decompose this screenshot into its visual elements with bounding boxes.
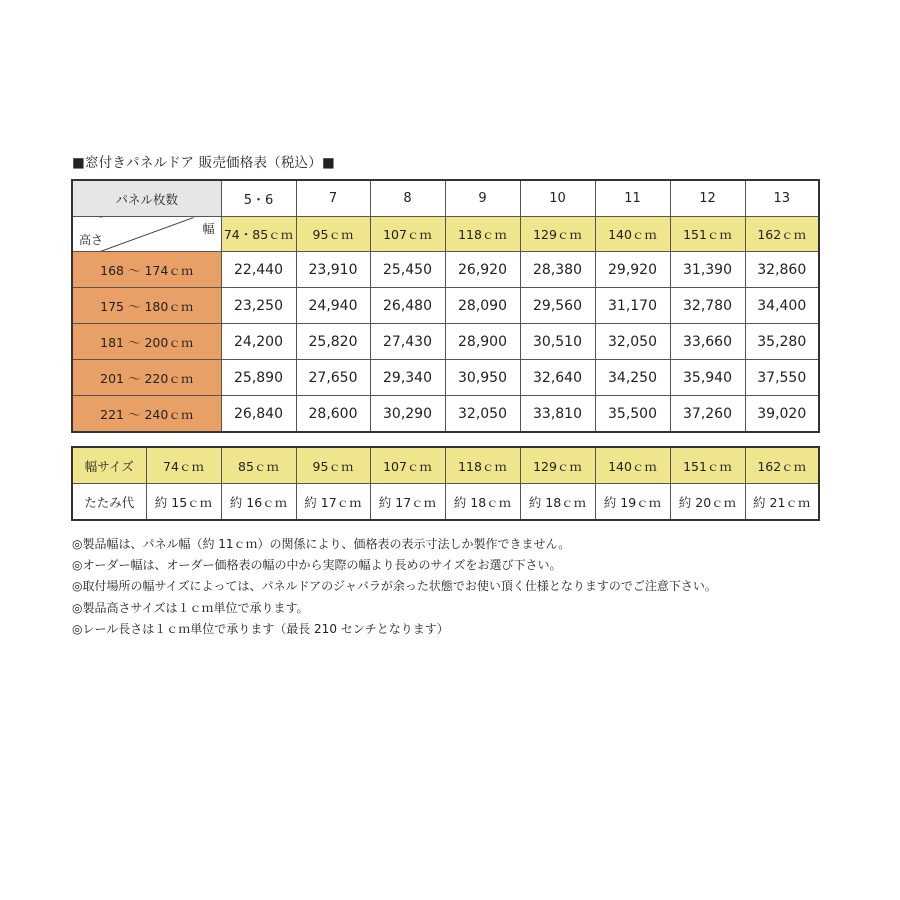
note-line: ◎レール長さは１ｃｍ単位で承ります（最長 210 センチとなります） [72, 621, 449, 636]
price-row [72, 252, 819, 288]
panel-count-cell: 9 [445, 180, 520, 217]
width-size-cell: 129ｃｍ [520, 447, 595, 484]
price-cell: 32,860 [745, 252, 819, 288]
panel-count-cell: 7 [296, 180, 370, 217]
price-cell: 34,400 [745, 288, 819, 324]
width-size-cell: 95ｃｍ [296, 447, 370, 484]
price-cell: 32,050 [445, 396, 520, 433]
fold-allowance-label: たたみ代 [72, 484, 146, 521]
width-cell: 151ｃｍ [670, 217, 745, 252]
fold-allowance-cell: 約 18ｃｍ [520, 484, 595, 521]
price-cell: 35,940 [670, 360, 745, 396]
price-cell: 34,250 [595, 360, 670, 396]
price-cell: 26,920 [445, 252, 520, 288]
width-cell: 129ｃｍ [520, 217, 595, 252]
fold-allowance-table [71, 446, 820, 521]
price-cell: 23,910 [296, 252, 370, 288]
note-line: ◎製品幅は、パネル幅（約 11ｃｍ）の関係により、価格表の表示寸法しか製作できません。 [72, 537, 571, 551]
width-size-cell: 85ｃｍ [221, 447, 296, 484]
price-cell: 33,660 [670, 324, 745, 360]
height-range-cell: 168 ～ 174ｃｍ [72, 252, 221, 288]
fold-allowance-cell: 約 19ｃｍ [595, 484, 670, 521]
price-table [71, 179, 820, 433]
price-cell: 25,820 [296, 324, 370, 360]
panel-count-label: パネル枚数 [72, 180, 221, 217]
height-range-cell: 201 ～ 220ｃｍ [72, 360, 221, 396]
price-cell: 26,840 [221, 396, 296, 433]
fold-allowance-cell: 約 18ｃｍ [445, 484, 520, 521]
price-row [72, 324, 819, 360]
price-cell: 25,890 [221, 360, 296, 396]
width-size-row [72, 447, 819, 484]
width-size-label: 幅サイズ [72, 447, 146, 484]
price-cell: 35,280 [745, 324, 819, 360]
panel-count-cell: 13 [745, 180, 819, 217]
width-cell: 95ｃｍ [296, 217, 370, 252]
price-cell: 30,510 [520, 324, 595, 360]
price-cell: 30,950 [445, 360, 520, 396]
price-cell: 26,480 [370, 288, 445, 324]
price-cell: 27,430 [370, 324, 445, 360]
width-size-cell: 151ｃｍ [670, 447, 745, 484]
panel-count-row [72, 180, 819, 217]
note-line: ◎取付場所の幅サイズによっては、パネルドアのジャバラが余った状態でお使い頂く仕様となりますのでご注意下さい。 [72, 579, 717, 594]
price-cell: 29,920 [595, 252, 670, 288]
panel-count-cell: 10 [520, 180, 595, 217]
note-line: ◎オーダー幅は、オーダー価格表の幅の中から実際の幅より長めのサイズをお選び下さい。 [72, 558, 562, 573]
width-cell: 118ｃｍ [445, 217, 520, 252]
fold-allowance-cell: 約 16ｃｍ [221, 484, 296, 521]
fold-allowance-cell: 約 17ｃｍ [296, 484, 370, 521]
price-cell: 31,390 [670, 252, 745, 288]
price-cell: 22,440 [221, 252, 296, 288]
price-row [72, 360, 819, 396]
height-range-cell: 181 ～ 200ｃｍ [72, 324, 221, 360]
width-cell: 74・85ｃｍ [221, 217, 296, 252]
price-cell: 32,050 [595, 324, 670, 360]
price-cell: 28,380 [520, 252, 595, 288]
width-size-cell: 162ｃｍ [745, 447, 819, 484]
height-range-cell: 175 ～ 180ｃｍ [72, 288, 221, 324]
panel-count-cell: 8 [370, 180, 445, 217]
price-cell: 32,780 [670, 288, 745, 324]
panel-count-cell: 12 [670, 180, 745, 217]
width-size-cell: 74ｃｍ [146, 447, 221, 484]
fold-allowance-row [72, 484, 819, 521]
fold-allowance-cell: 約 20ｃｍ [670, 484, 745, 521]
price-cell: 24,940 [296, 288, 370, 324]
width-height-corner [72, 217, 221, 252]
price-cell: 33,810 [520, 396, 595, 433]
price-cell: 29,560 [520, 288, 595, 324]
width-cell: 162ｃｍ [745, 217, 819, 252]
width-row [72, 217, 819, 252]
price-cell: 28,600 [296, 396, 370, 433]
price-cell: 28,090 [445, 288, 520, 324]
width-size-cell: 140ｃｍ [595, 447, 670, 484]
price-cell: 37,260 [670, 396, 745, 433]
width-cell: 140ｃｍ [595, 217, 670, 252]
price-row [72, 288, 819, 324]
price-cell: 25,450 [370, 252, 445, 288]
notes [72, 534, 717, 640]
price-cell: 24,200 [221, 324, 296, 360]
price-row [72, 396, 819, 433]
price-cell: 23,250 [221, 288, 296, 324]
width-label: 幅 [202, 222, 215, 236]
panel-count-cell: 5・6 [221, 180, 296, 217]
height-range-cell: 221 ～ 240ｃｍ [72, 396, 221, 433]
fold-allowance-cell: 約 21ｃｍ [745, 484, 819, 521]
width-cell: 107ｃｍ [370, 217, 445, 252]
note-line: ◎製品高さサイズは１ｃｍ単位で承ります。 [72, 600, 309, 615]
price-cell: 31,170 [595, 288, 670, 324]
fold-allowance-cell: 約 17ｃｍ [370, 484, 445, 521]
price-cell: 27,650 [296, 360, 370, 396]
price-cell: 30,290 [370, 396, 445, 433]
price-cell: 28,900 [445, 324, 520, 360]
price-cell: 32,640 [520, 360, 595, 396]
fold-allowance-cell: 約 15ｃｍ [146, 484, 221, 521]
price-cell: 39,020 [745, 396, 819, 433]
width-size-cell: 107ｃｍ [370, 447, 445, 484]
price-cell: 35,500 [595, 396, 670, 433]
panel-count-cell: 11 [595, 180, 670, 217]
width-size-cell: 118ｃｍ [445, 447, 520, 484]
price-cell: 37,550 [745, 360, 819, 396]
height-label: 高さ [79, 233, 104, 247]
price-cell: 29,340 [370, 360, 445, 396]
page-title: ■窓付きパネルドア 販売価格表（税込）■ [72, 155, 335, 171]
